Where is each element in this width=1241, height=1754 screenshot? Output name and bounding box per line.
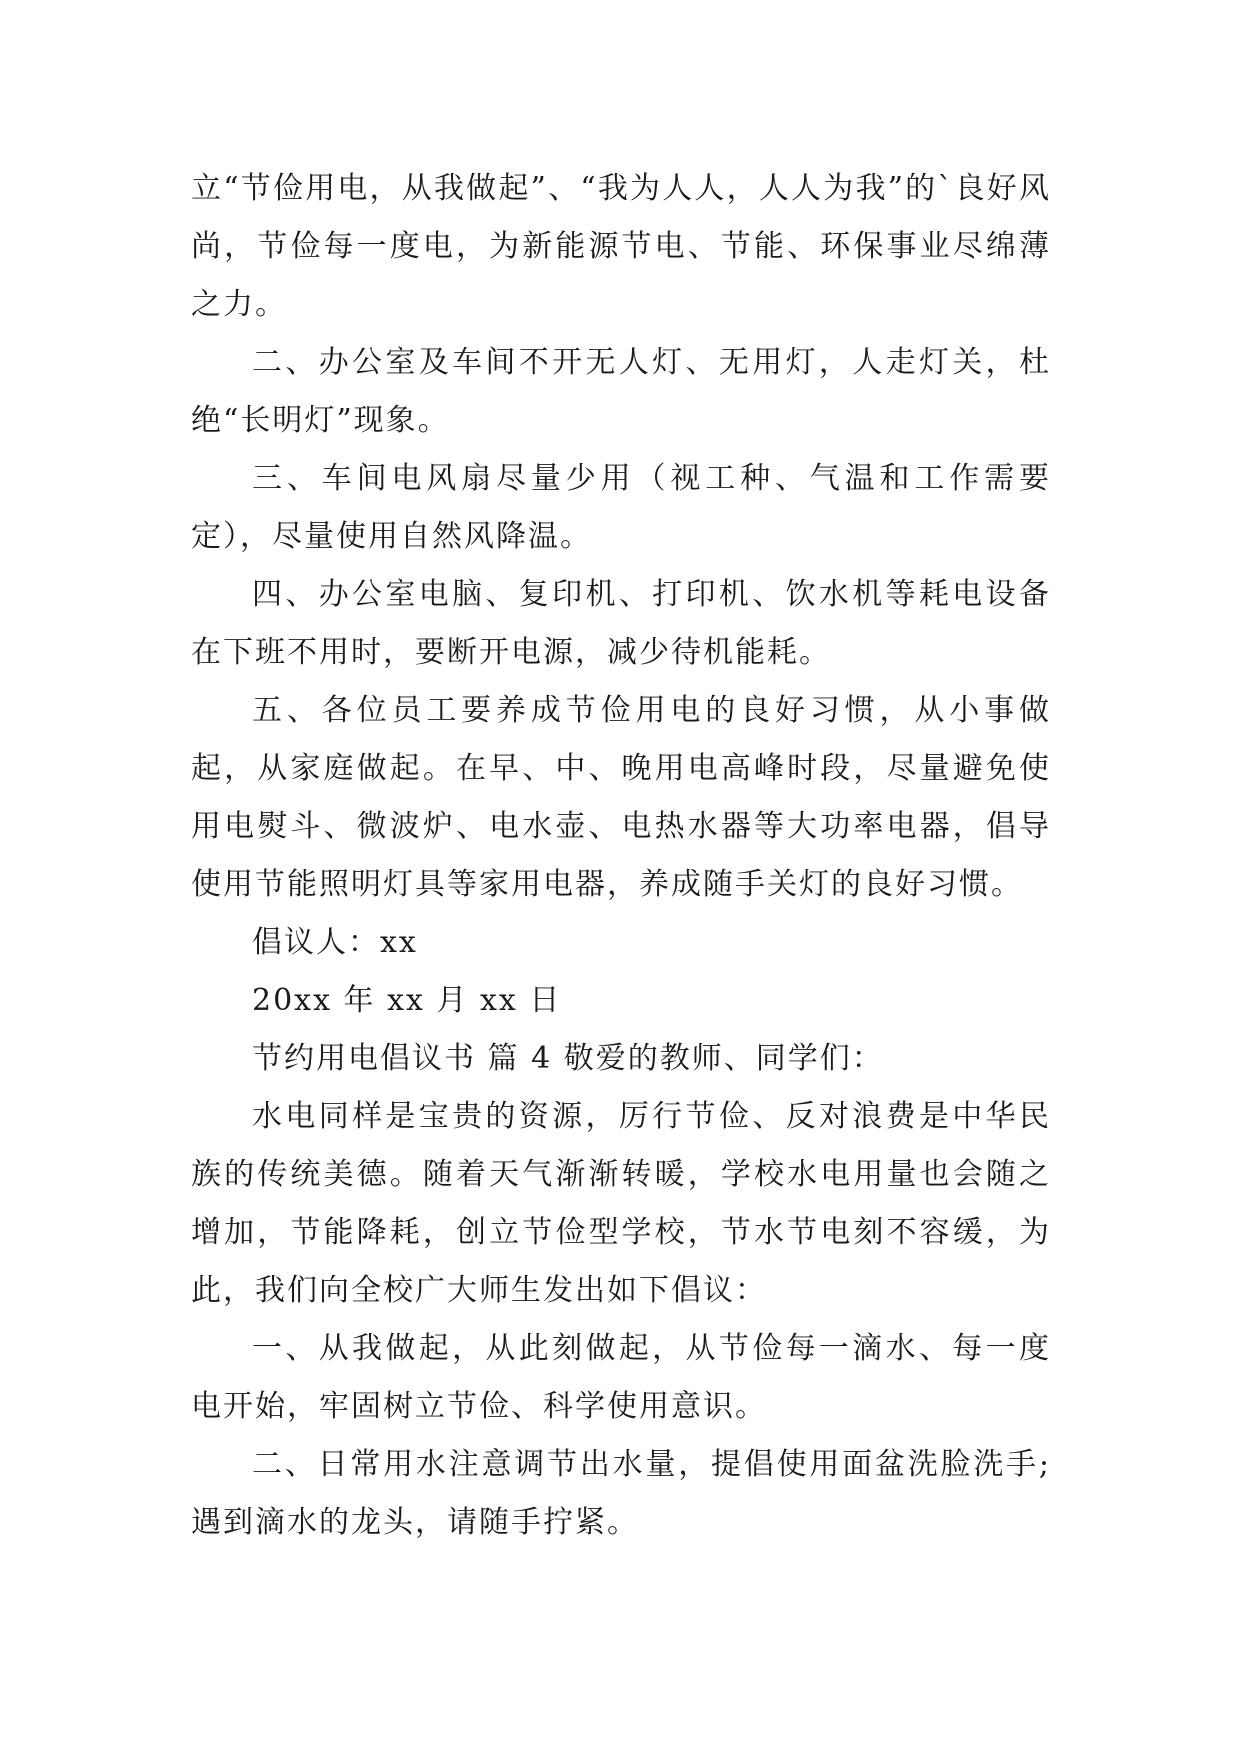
paragraph-item-1b: 一、从我做起，从此刻做起，从节俭每一滴水、每一度电开始，牢固树立节俭、科学使用意识。: [191, 1331, 1051, 1424]
intro-paragraph: 水电同样是宝贵的资源，厉行节俭、反对浪费是中华民族的传统美德。随着天气渐渐转暖，学校水电用量也会随之增加，节能降耗，创立节俭型学校，节水节电刻不容缓，为此，我们向全校广大师生发出如下倡议：: [191, 1099, 1051, 1308]
section-heading: 节约用电倡议书 篇 4 敬爱的教师、同学们：: [252, 1041, 884, 1076]
date-line: 20xx 年 xx 月 xx 日: [252, 983, 562, 1018]
paragraph-item-2b: 二、日常用水注意调节出水量，提倡使用面盆洗脸洗手;遇到滴水的龙头，请随手拧紧。: [191, 1447, 1051, 1540]
paragraph-item-4: 四、办公室电脑、复印机、打印机、饮水机等耗电设备在下班不用时，要断开电源，减少待机能耗。: [191, 577, 1051, 670]
proposer-line: 倡议人：xx: [252, 925, 418, 960]
paragraph-item-3: 三、车间电风扇尽量少用（视工种、气温和工作需要定），尽量使用自然风降温。: [191, 461, 1051, 554]
paragraph-item-2: 二、办公室及车间不开无人灯、无用灯，人走灯关，杜绝“长明灯”现象。: [191, 345, 1051, 438]
document-page: [191, 160, 1051, 1552]
paragraph-item-5: 五、各位员工要养成节俭用电的良好习惯，从小事做起，从家庭做起。在早、中、晚用电高峰时段，尽量避免使用电熨斗、微波炉、电水壶、电热水器等大功率电器，倡导使用节能照明灯具等家用电器，养成随手关灯的良好习惯。: [191, 693, 1051, 902]
paragraph-continuation: 立“节俭用电，从我做起”、“我为人人，人人为我”的`良好风尚，节俭每一度电，为新能源节电、节能、环保事业尽绵薄之力。: [191, 171, 1051, 322]
